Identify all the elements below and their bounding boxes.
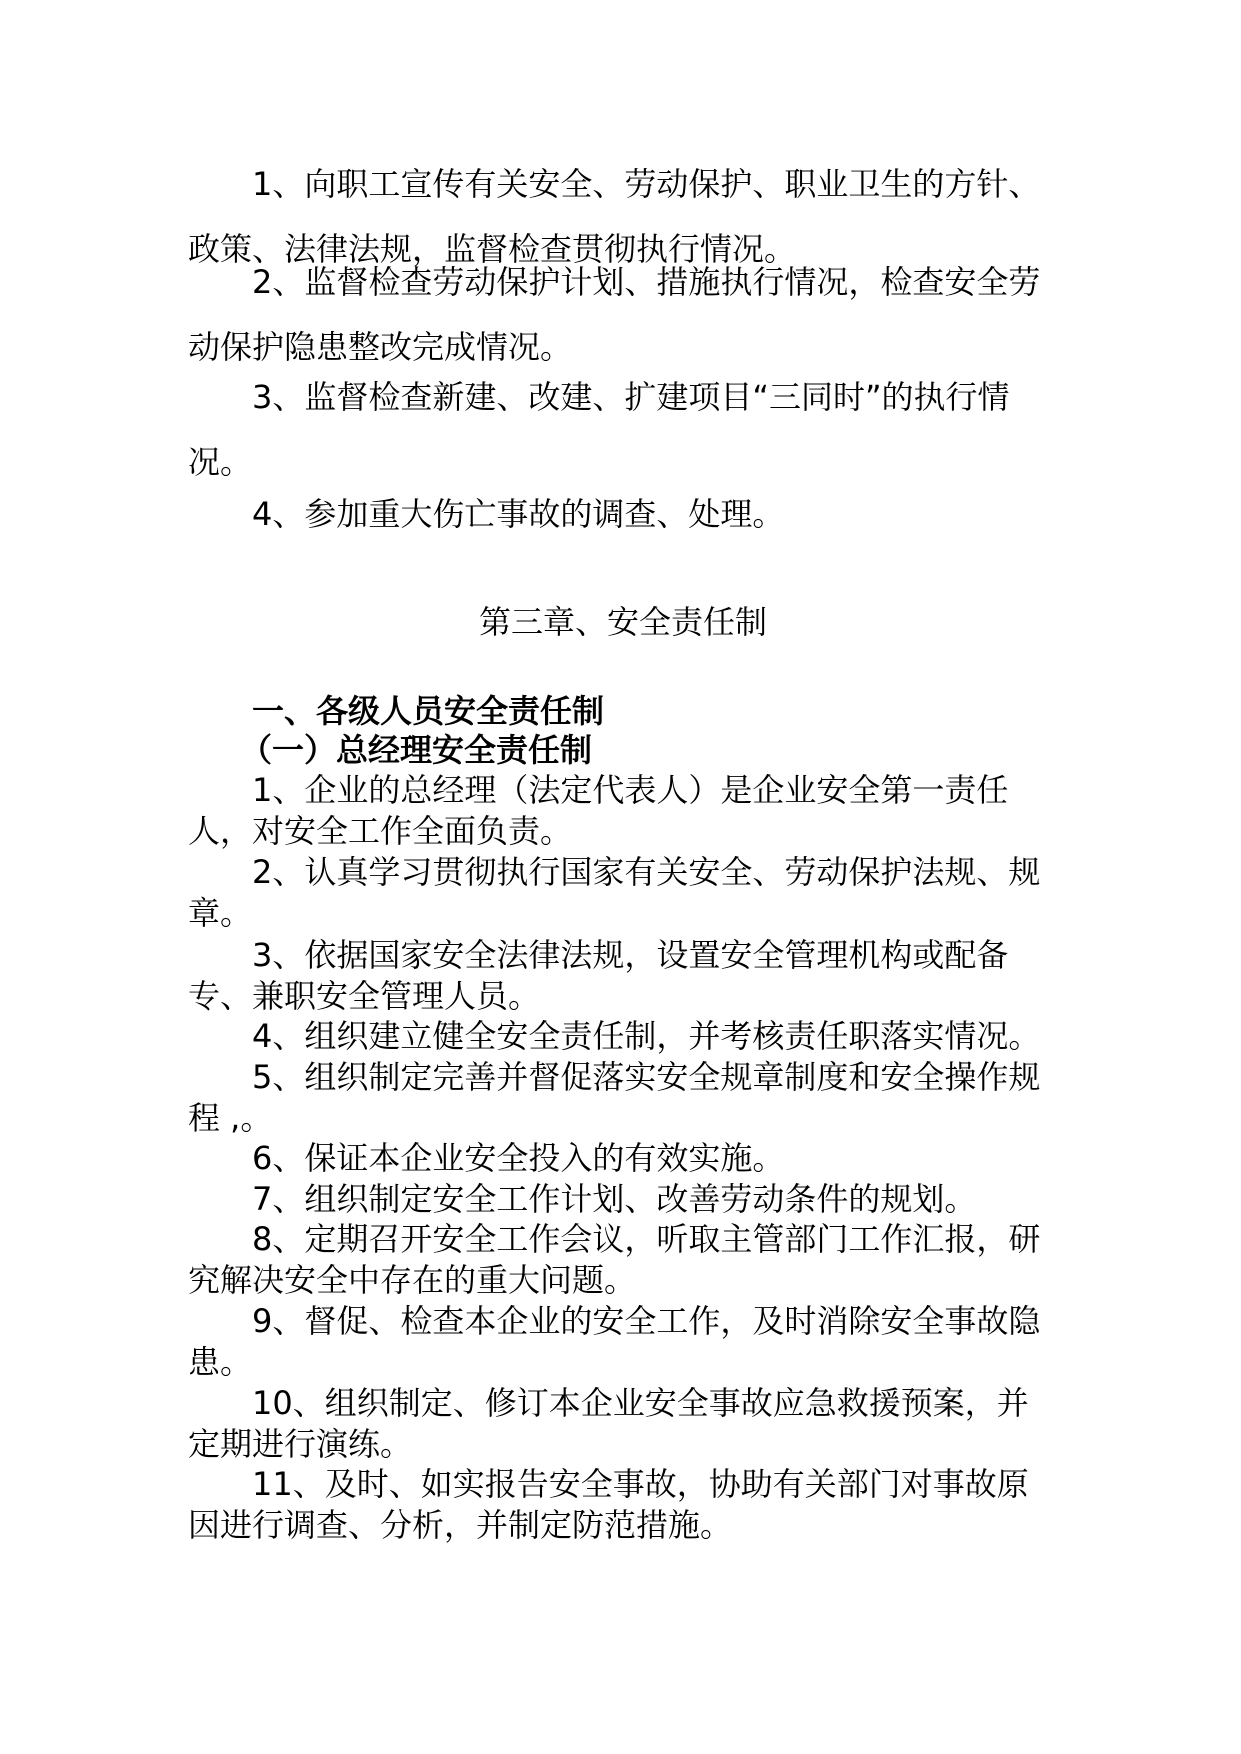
subsection-heading: （一）总经理安全责任制 [240, 731, 593, 769]
gm-item-9: 9、督促、检查本企业的安全工作，及时消除安全事故隐患。 [188, 1302, 1041, 1381]
gm-item-8: 8、定期召开安全工作会议，听取主管部门工作汇报，研究解决安全中存在的重大问题。 [188, 1220, 1041, 1299]
gm-item-10: 10、组织制定、修订本企业安全事故应急救援预案，并定期进行演练。 [188, 1384, 1029, 1463]
gm-item-1: 1、企业的总经理（法定代表人）是企业安全第一责任人，对安全工作全面负责。 [188, 771, 1009, 850]
intro-item-4: 4、参加重大伤亡事故的调查、处理。 [252, 495, 785, 533]
section-heading: 一、各级人员安全责任制 [252, 692, 605, 730]
gm-item-5: 5、组织制定完善并督促落实安全规章制度和安全操作规程 ,。 [188, 1058, 1041, 1137]
gm-item-6: 6、保证本企业安全投入的有效实施。 [252, 1139, 785, 1177]
gm-item-2: 2、认真学习贯彻执行国家有关安全、劳动保护法规、规章。 [188, 853, 1041, 932]
gm-item-3: 3、依据国家安全法律法规，设置安全管理机构或配备专、兼职安全管理人员。 [188, 936, 1009, 1015]
gm-item-11: 11、及时、如实报告安全事故，协助有关部门对事故原因进行调查、分析，并制定防范措施。 [188, 1465, 1029, 1544]
intro-item-2: 2、监督检查劳动保护计划、措施执行情况，检查安全劳动保护隐患整改完成情况。 [188, 263, 1041, 366]
gm-item-4: 4、组织建立健全安全责任制，并考核责任职落实情况。 [252, 1017, 1041, 1055]
gm-item-7: 7、组织制定安全工作计划、改善劳动条件的规划。 [252, 1180, 977, 1218]
intro-item-3: 3、监督检查新建、改建、扩建项目“三同时”的执行情况。 [188, 378, 1010, 481]
intro-item-1: 1、向职工宣传有关安全、劳动保护、职业卫生的方针、政策、法律法规，监督检查贯彻执行情况。 [188, 165, 1041, 268]
chapter-title: 第三章、安全责任制 [478, 603, 767, 641]
